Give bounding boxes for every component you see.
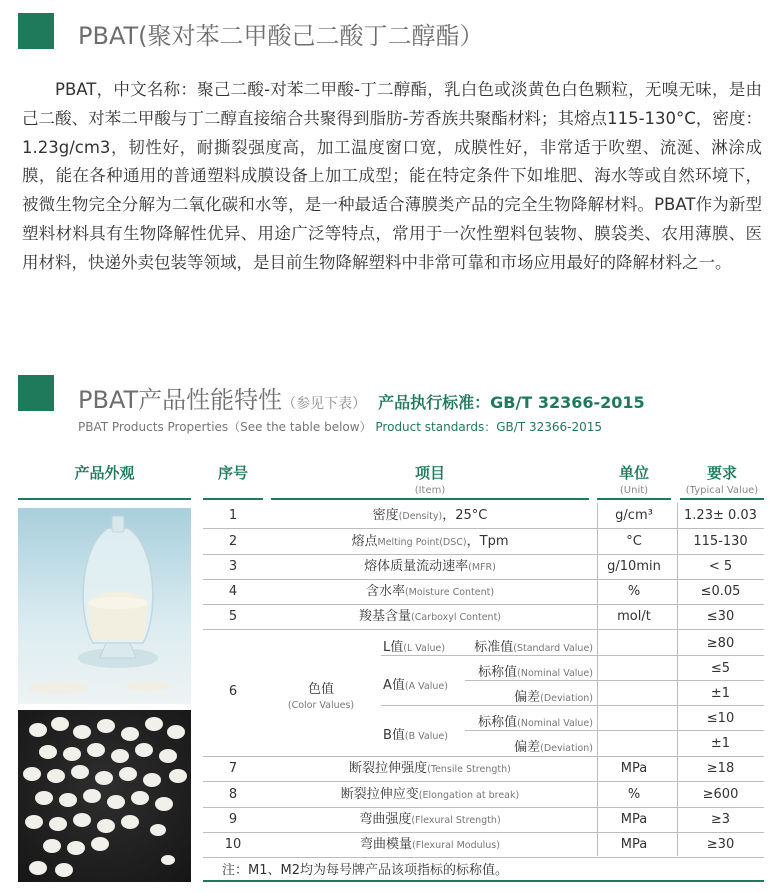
- properties-subtitle: [78, 418, 602, 435]
- table-note: 注：M1、M2均为每号牌产品该项指标的标称值。: [222, 863, 508, 878]
- subtitle-standard: Product standards：GB/T 32366-2015: [375, 420, 603, 434]
- color-val-b-dev: ±1: [710, 736, 731, 751]
- properties-heading: [78, 380, 645, 415]
- table-row: 4 含水率(Moisture Content) % ≤0.05: [203, 579, 764, 605]
- table-row: 2 熔点Melting Point(DSC)，Tpm °C 115-130: [203, 529, 764, 555]
- properties-title: PBAT产品性能特性: [78, 386, 283, 414]
- b-deviation: 偏差(Deviation): [514, 740, 593, 755]
- b-nominal: 标称值(Nominal Value): [478, 715, 593, 730]
- pbat-description-paragraph: PBAT，中文名称：聚己二酸-对苯二甲酸-丁二醇酯，乳白色或淡黄色白色颗粒，无嗅无味，是由己二酸、对苯二甲酸与丁二醇直接缩合共聚得到脂肪-芳香族共聚酯材料；其熔点115-130°C，密度：1.23g/cm3，韧性好，耐撕裂强度高，加工温度窗口宽，成膜性好，非常适于吹塑、流涎、淋涂成膜，能在各种通用的普通塑料成膜设备上加工成型；能在特定条件下如堆肥、海水等或自然环境下，被微生物完全分解为二氧化碳和水等，是一种最适合薄膜类产品的完全生物降解材料。PBAT作为新型塑料材料具有生物降解性优异、用途广泛等特点，常用于一次性塑料包装物、膜袋类、农用薄膜、医用材料，快递外卖包装等领域，是目前生物降解塑料中非常可靠和市场应用最好的降解材料之一。: [22, 80, 762, 272]
- header-unit: 单位 (Unit): [618, 464, 649, 496]
- product-photo-granules: [18, 710, 191, 882]
- color-no: 6: [228, 684, 238, 699]
- product-photo-flask: [18, 508, 191, 704]
- table-row: 3 熔体质量流动速率(MFR) g/10min < 5: [203, 554, 764, 580]
- properties-title-paren: （参见下表）: [282, 396, 367, 412]
- section-marker-square: [18, 13, 54, 49]
- table-row: 5 羧基含量(Carboxyl Content) mol/t ≤30: [203, 604, 764, 630]
- table-row: 9 弯曲强度(Flexural Strength) MPa ≥3: [203, 807, 764, 833]
- color-val-a-dev: ±1: [710, 686, 731, 701]
- subtitle-en: PBAT Products Properties（See the table below）: [78, 420, 372, 434]
- header-item: 项目 (Item): [414, 464, 446, 496]
- color-val-a-nominal: ≤5: [710, 661, 731, 676]
- section-title-pbat: PBAT(聚对苯二甲酸己二酸丁二醇酯）: [78, 22, 484, 50]
- color-val-l: ≥80: [706, 636, 735, 651]
- color-val-b-nominal: ≤10: [706, 711, 735, 726]
- product-standard: 产品执行标准：GB/T 32366-2015: [378, 393, 645, 412]
- table-row: 8 断裂拉伸应变(Elongation at break) % ≥600: [203, 782, 764, 808]
- header-appearance: 产品外观: [74, 464, 135, 482]
- table-row: 1 密度(Density)，25°C g/cm³ 1.23± 0.03: [203, 503, 764, 529]
- a-value-label: A值(A Value): [383, 678, 448, 693]
- l-value-label: L值(L Value): [383, 640, 446, 655]
- color-values-block: [203, 630, 764, 757]
- section-marker-square: [18, 375, 54, 411]
- a-nominal: 标称值(Nominal Value): [478, 665, 593, 680]
- a-deviation: 偏差(Deviation): [514, 690, 593, 705]
- table-row: 10 弯曲模量(Flexural Modulus) MPa ≥30: [203, 832, 764, 858]
- header-value: 要求 (Typical Value): [685, 464, 759, 496]
- b-value-label: B值(B Value): [383, 728, 448, 743]
- color-label: 色值 (Color Values): [287, 682, 355, 711]
- l-standard: 标准值(Standard Value): [474, 640, 593, 655]
- header-no: 序号: [217, 464, 248, 482]
- table-row: 7 断裂拉伸强度(Tensile Strength) MPa ≥18: [203, 756, 764, 782]
